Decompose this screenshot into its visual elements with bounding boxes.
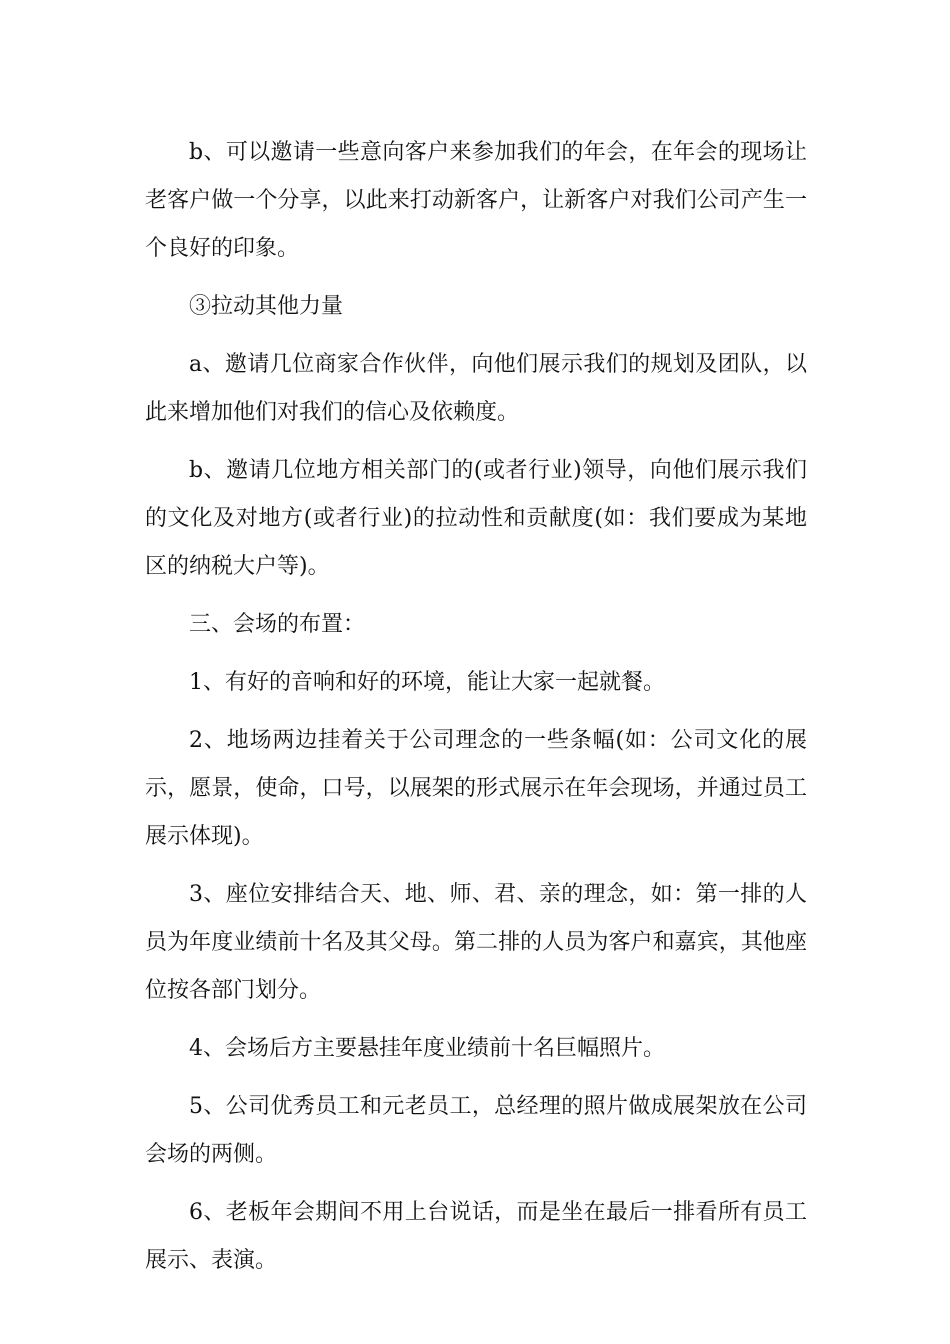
paragraph-5-display-stands: 5、公司优秀员工和元老员工，总经理的照片做成展架放在公司会场的两侧。 — [145, 1094, 807, 1167]
paragraph-2-banners: 2、地场两边挂着关于公司理念的一些条幅(如：公司文化的展示，愿景，使命，口号，以展架的形式展示在年会现场，并通过员工展示体现)。 — [145, 728, 807, 849]
paragraph-4-photos: 4、会场后方主要悬挂年度业绩前十名巨幅照片。 — [189, 1036, 665, 1061]
paragraph-6-boss-seat: 6、老板年会期间不用上台说话，而是坐在最后一排看所有员工展示、表演。 — [145, 1200, 807, 1273]
paragraph-a-invite-partners: a、邀请几位商家合作伙伴，向他们展示我们的规划及团队，以此来增加他们对我们的信心及依赖度。 — [145, 352, 807, 425]
paragraph-1-sound-environment: 1、有好的音响和好的环境，能让大家一起就餐。 — [189, 670, 665, 695]
paragraph-b-invite-clients: b、可以邀请一些意向客户来参加我们的年会，在年会的现场让老客户做一个分享，以此来打动新客户，让新客户对我们公司产生一个良好的印象。 — [145, 140, 807, 261]
document-body — [145, 129, 807, 1295]
paragraph-b-invite-leaders: b、邀请几位地方相关部门的(或者行业)领导，向他们展示我们的文化及对地方(或者行业)的拉动性和贡献度(如：我们要成为某地区的纳税大户等)。 — [145, 458, 807, 579]
paragraph-heading-other-forces: ③拉动其他力量 — [189, 294, 344, 319]
section-heading-venue-layout: 三、会场的布置： — [189, 612, 366, 637]
paragraph-3-seating: 3、座位安排结合天、地、师、君、亲的理念，如：第一排的人员为年度业绩前十名及其父母。第二排的人员为客户和嘉宾，其他座位按各部门划分。 — [145, 882, 807, 1003]
